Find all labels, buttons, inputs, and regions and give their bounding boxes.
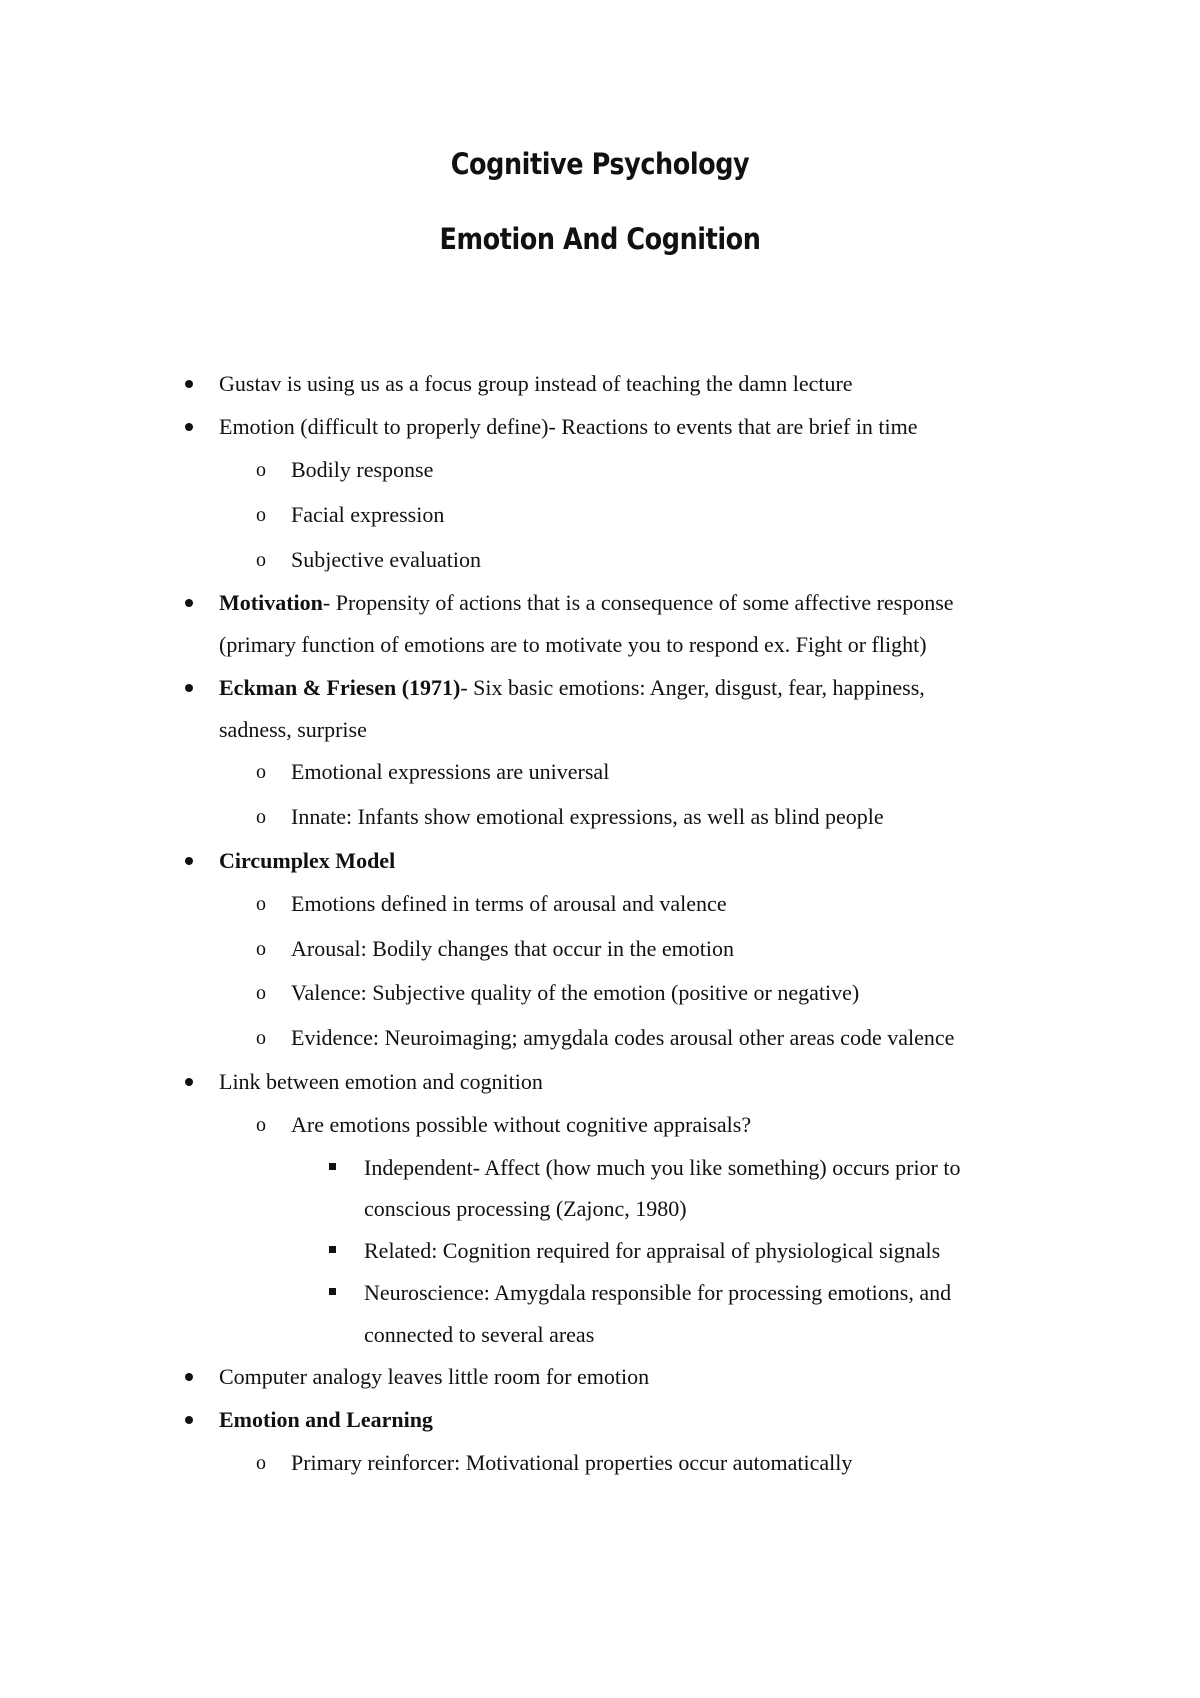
- list-item: Emotional expressions are universal: [291, 759, 610, 784]
- list-item: Link between emotion and cognition: [219, 1069, 543, 1094]
- list-item: Emotions defined in terms of arousal and valence: [291, 891, 727, 916]
- bullet-dot-icon: [185, 1416, 193, 1424]
- bullet-circle-icon: o: [256, 504, 266, 526]
- bullet-circle-icon: o: [256, 1452, 266, 1474]
- term-definition: - Six basic emotions: Anger, disgust, fear, happiness,: [460, 675, 925, 700]
- list-item: Circumplex Model: [219, 848, 396, 873]
- bullet-square-icon: [329, 1246, 336, 1253]
- list-item: Innate: Infants show emotional expressions, as well as blind people: [291, 804, 884, 829]
- list-item: Emotion and Learning: [219, 1407, 433, 1432]
- term-label: Eckman & Friesen (1971): [219, 675, 461, 700]
- bullet-circle-icon: o: [256, 761, 266, 783]
- list-item: Independent- Affect (how much you like something) occurs prior to: [364, 1155, 961, 1180]
- list-item-continuation: connected to several areas: [364, 1322, 595, 1347]
- list-item: Neuroscience: Amygdala responsible for processing emotions, and: [364, 1280, 952, 1305]
- page-subtitle: Emotion And Cognition: [439, 222, 761, 256]
- list-item: [219, 588, 954, 618]
- bullet-dot-icon: [185, 423, 193, 431]
- bullet-circle-icon: o: [256, 549, 266, 571]
- list-item-continuation: (primary function of emotions are to motivate you to respond ex. Fight or flight): [219, 632, 927, 657]
- list-item: Primary reinforcer: Motivational properties occur automatically: [291, 1450, 853, 1475]
- list-item: Facial expression: [291, 502, 445, 527]
- bullet-square-icon: [329, 1163, 336, 1170]
- list-item: Related: Cognition required for appraisal of physiological signals: [364, 1238, 941, 1263]
- bullet-circle-icon: o: [256, 806, 266, 828]
- page-title: Cognitive Psychology: [450, 147, 750, 181]
- list-item: Evidence: Neuroimaging; amygdala codes arousal other areas code valence: [291, 1025, 955, 1050]
- bullet-dot-icon: [185, 684, 193, 692]
- bullet-dot-icon: [185, 1078, 193, 1086]
- list-item: Bodily response: [291, 457, 434, 482]
- list-item: [219, 673, 925, 703]
- term-definition: - Propensity of actions that is a consequence of some affective response: [322, 590, 954, 615]
- bullet-circle-icon: o: [256, 1027, 266, 1049]
- bullet-dot-icon: [185, 380, 193, 388]
- list-item-continuation: sadness, surprise: [219, 717, 367, 742]
- list-item: Valence: Subjective quality of the emotion (positive or negative): [291, 980, 860, 1005]
- term-label: Motivation: [219, 590, 323, 615]
- bullet-circle-icon: o: [256, 982, 266, 1004]
- bullet-dot-icon: [185, 1373, 193, 1381]
- list-item-continuation: conscious processing (Zajonc, 1980): [364, 1196, 687, 1221]
- list-item: Gustav is using us as a focus group instead of teaching the damn lecture: [219, 371, 853, 396]
- bullet-circle-icon: o: [256, 893, 266, 915]
- list-item: Subjective evaluation: [291, 547, 481, 572]
- bullet-circle-icon: o: [256, 459, 266, 481]
- bullet-dot-icon: [185, 857, 193, 865]
- bullet-circle-icon: o: [256, 938, 266, 960]
- bullet-dot-icon: [185, 599, 193, 607]
- bullet-square-icon: [329, 1288, 336, 1295]
- list-item: Arousal: Bodily changes that occur in the emotion: [291, 936, 734, 961]
- bullet-circle-icon: o: [256, 1114, 266, 1136]
- list-item: Computer analogy leaves little room for emotion: [219, 1364, 650, 1389]
- list-item: Are emotions possible without cognitive appraisals?: [291, 1112, 752, 1137]
- list-item: Emotion (difficult to properly define)- Reactions to events that are brief in time: [219, 414, 918, 439]
